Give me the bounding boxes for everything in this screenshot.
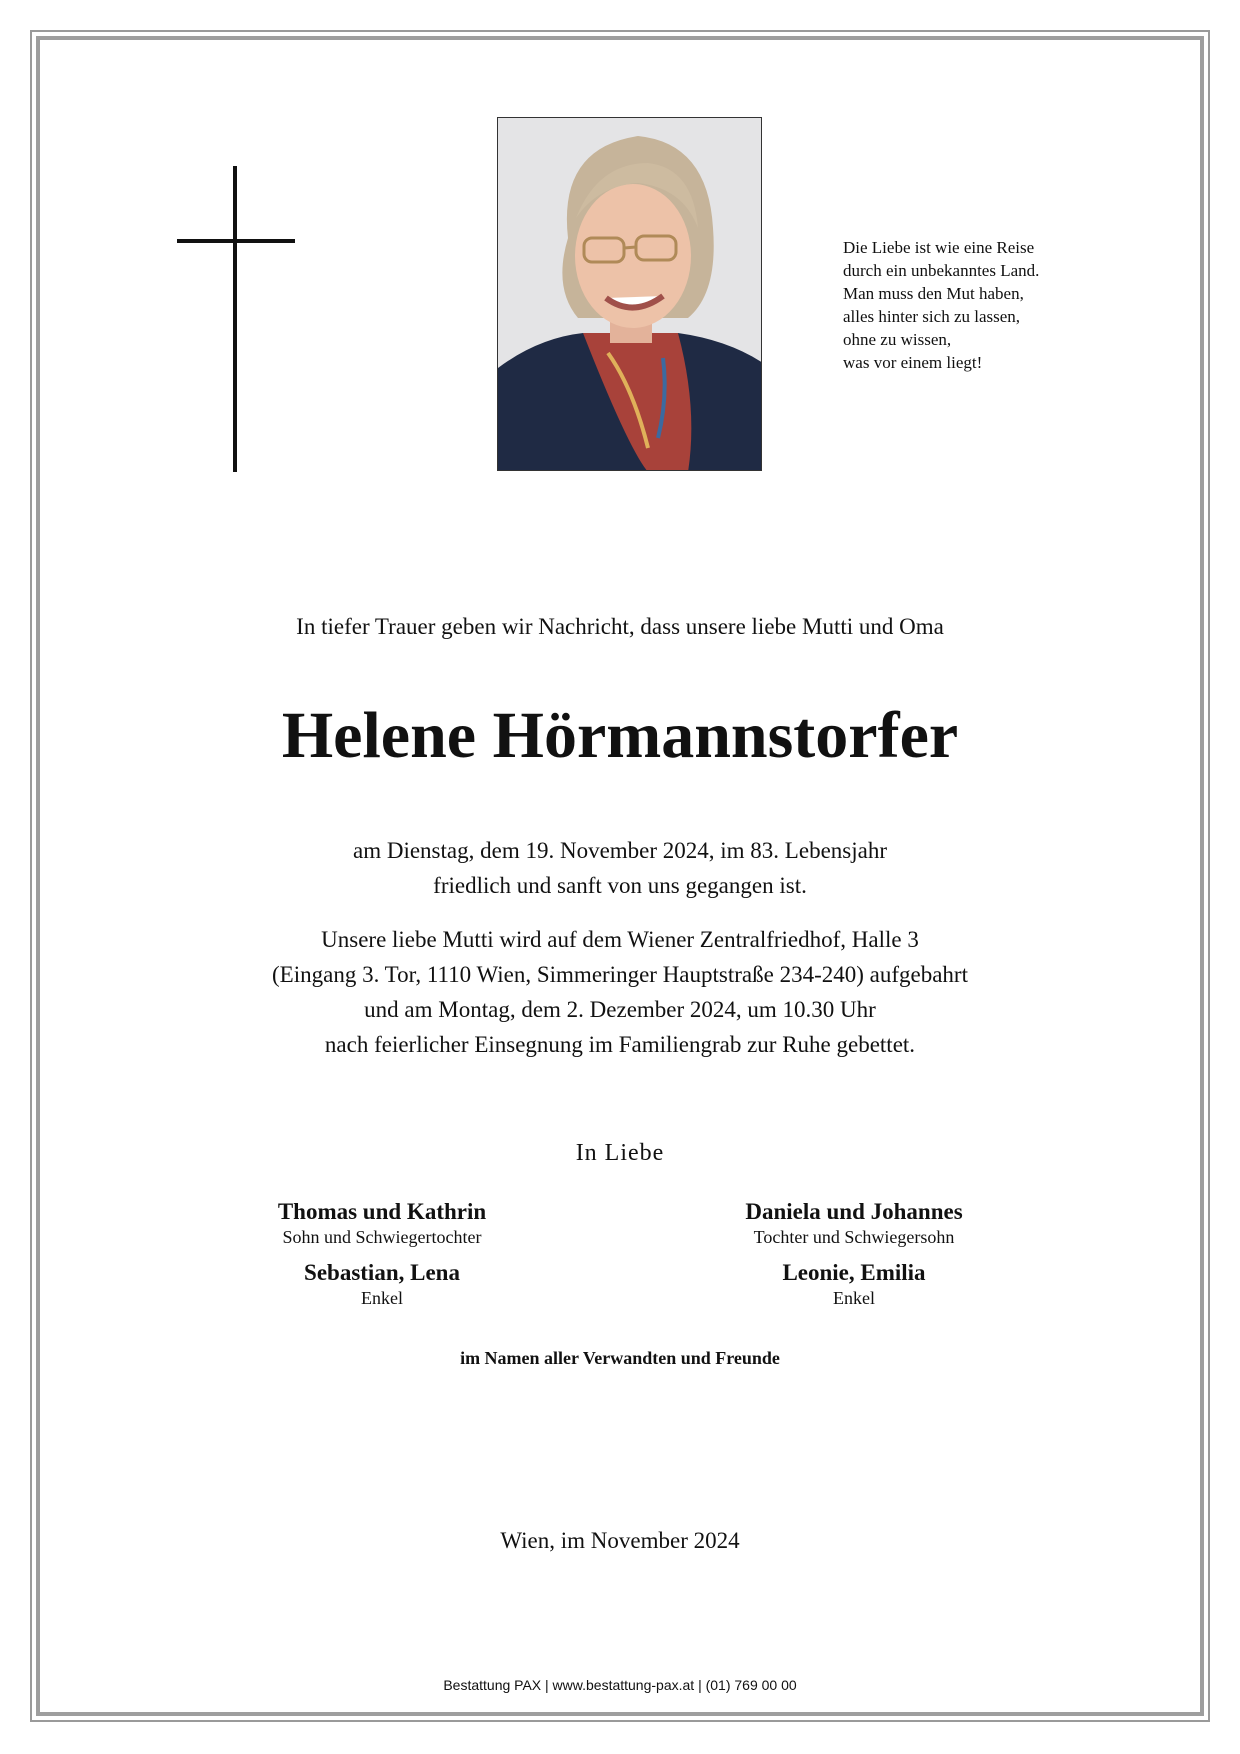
quote-line: was vor einem liegt! [843, 353, 983, 372]
mourner-relation: Sohn und Schwiegertochter [282, 1227, 482, 1247]
funeral-line: Unsere liebe Mutti wird auf dem Wiener Zentralfriedhof, Halle 3 [321, 927, 919, 952]
portrait-photo [497, 117, 762, 471]
in-love-heading: In Liebe [575, 1140, 665, 1166]
death-notice-line: am Dienstag, dem 19. November 2024, im 83. Lebensjahr [353, 838, 887, 863]
cross-vertical-bar [233, 166, 237, 472]
mourners-left [172, 1198, 592, 1309]
mourner-names: Leonie, Emilia [782, 1260, 926, 1285]
mourner-names: Sebastian, Lena [304, 1260, 460, 1285]
mourner-relation: Enkel [833, 1288, 875, 1308]
deceased-name: Helene Hörmannstorfer [281, 699, 959, 772]
mourner-relation: Enkel [361, 1288, 403, 1308]
footer-text: Bestattung PAX | www.bestattung-pax.at | (01) 769 00 00 [443, 1677, 797, 1693]
mourners-right [644, 1198, 1064, 1309]
funeral-line: (Eingang 3. Tor, 1110 Wien, Simmeringer Hauptstraße 234-240) aufgebahrt [272, 962, 968, 987]
quote-line: Die Liebe ist wie eine Reise [843, 238, 1035, 257]
mourner-names: Thomas und Kathrin [277, 1199, 487, 1224]
quote-line: alles hinter sich zu lassen, [843, 307, 1021, 326]
mourner-relation: Tochter und Schwiegersohn [753, 1227, 955, 1247]
quote-line: ohne zu wissen, [843, 330, 952, 349]
intro-text: In tiefer Trauer geben wir Nachricht, dass unsere liebe Mutti und Oma [296, 614, 944, 639]
funeral-details [0, 922, 1240, 1062]
funeral-line: und am Montag, dem 2. Dezember 2024, um 10.30 Uhr [364, 997, 876, 1022]
closing-line: im Namen aller Verwandten und Freunde [460, 1348, 780, 1368]
place-and-date: Wien, im November 2024 [500, 1528, 740, 1553]
mourner-names: Daniela und Johannes [745, 1199, 963, 1224]
quote-line: durch ein unbekanntes Land. [843, 261, 1040, 280]
quote-line: Man muss den Mut haben, [843, 284, 1024, 303]
death-notice [0, 833, 1240, 903]
funeral-line: nach feierlicher Einsegnung im Familiengrab zur Ruhe gebettet. [324, 1032, 916, 1057]
quote-block [843, 236, 1133, 374]
death-notice-line: friedlich und sanft von uns gegangen ist. [433, 873, 807, 898]
cross-horizontal-bar [177, 239, 295, 243]
